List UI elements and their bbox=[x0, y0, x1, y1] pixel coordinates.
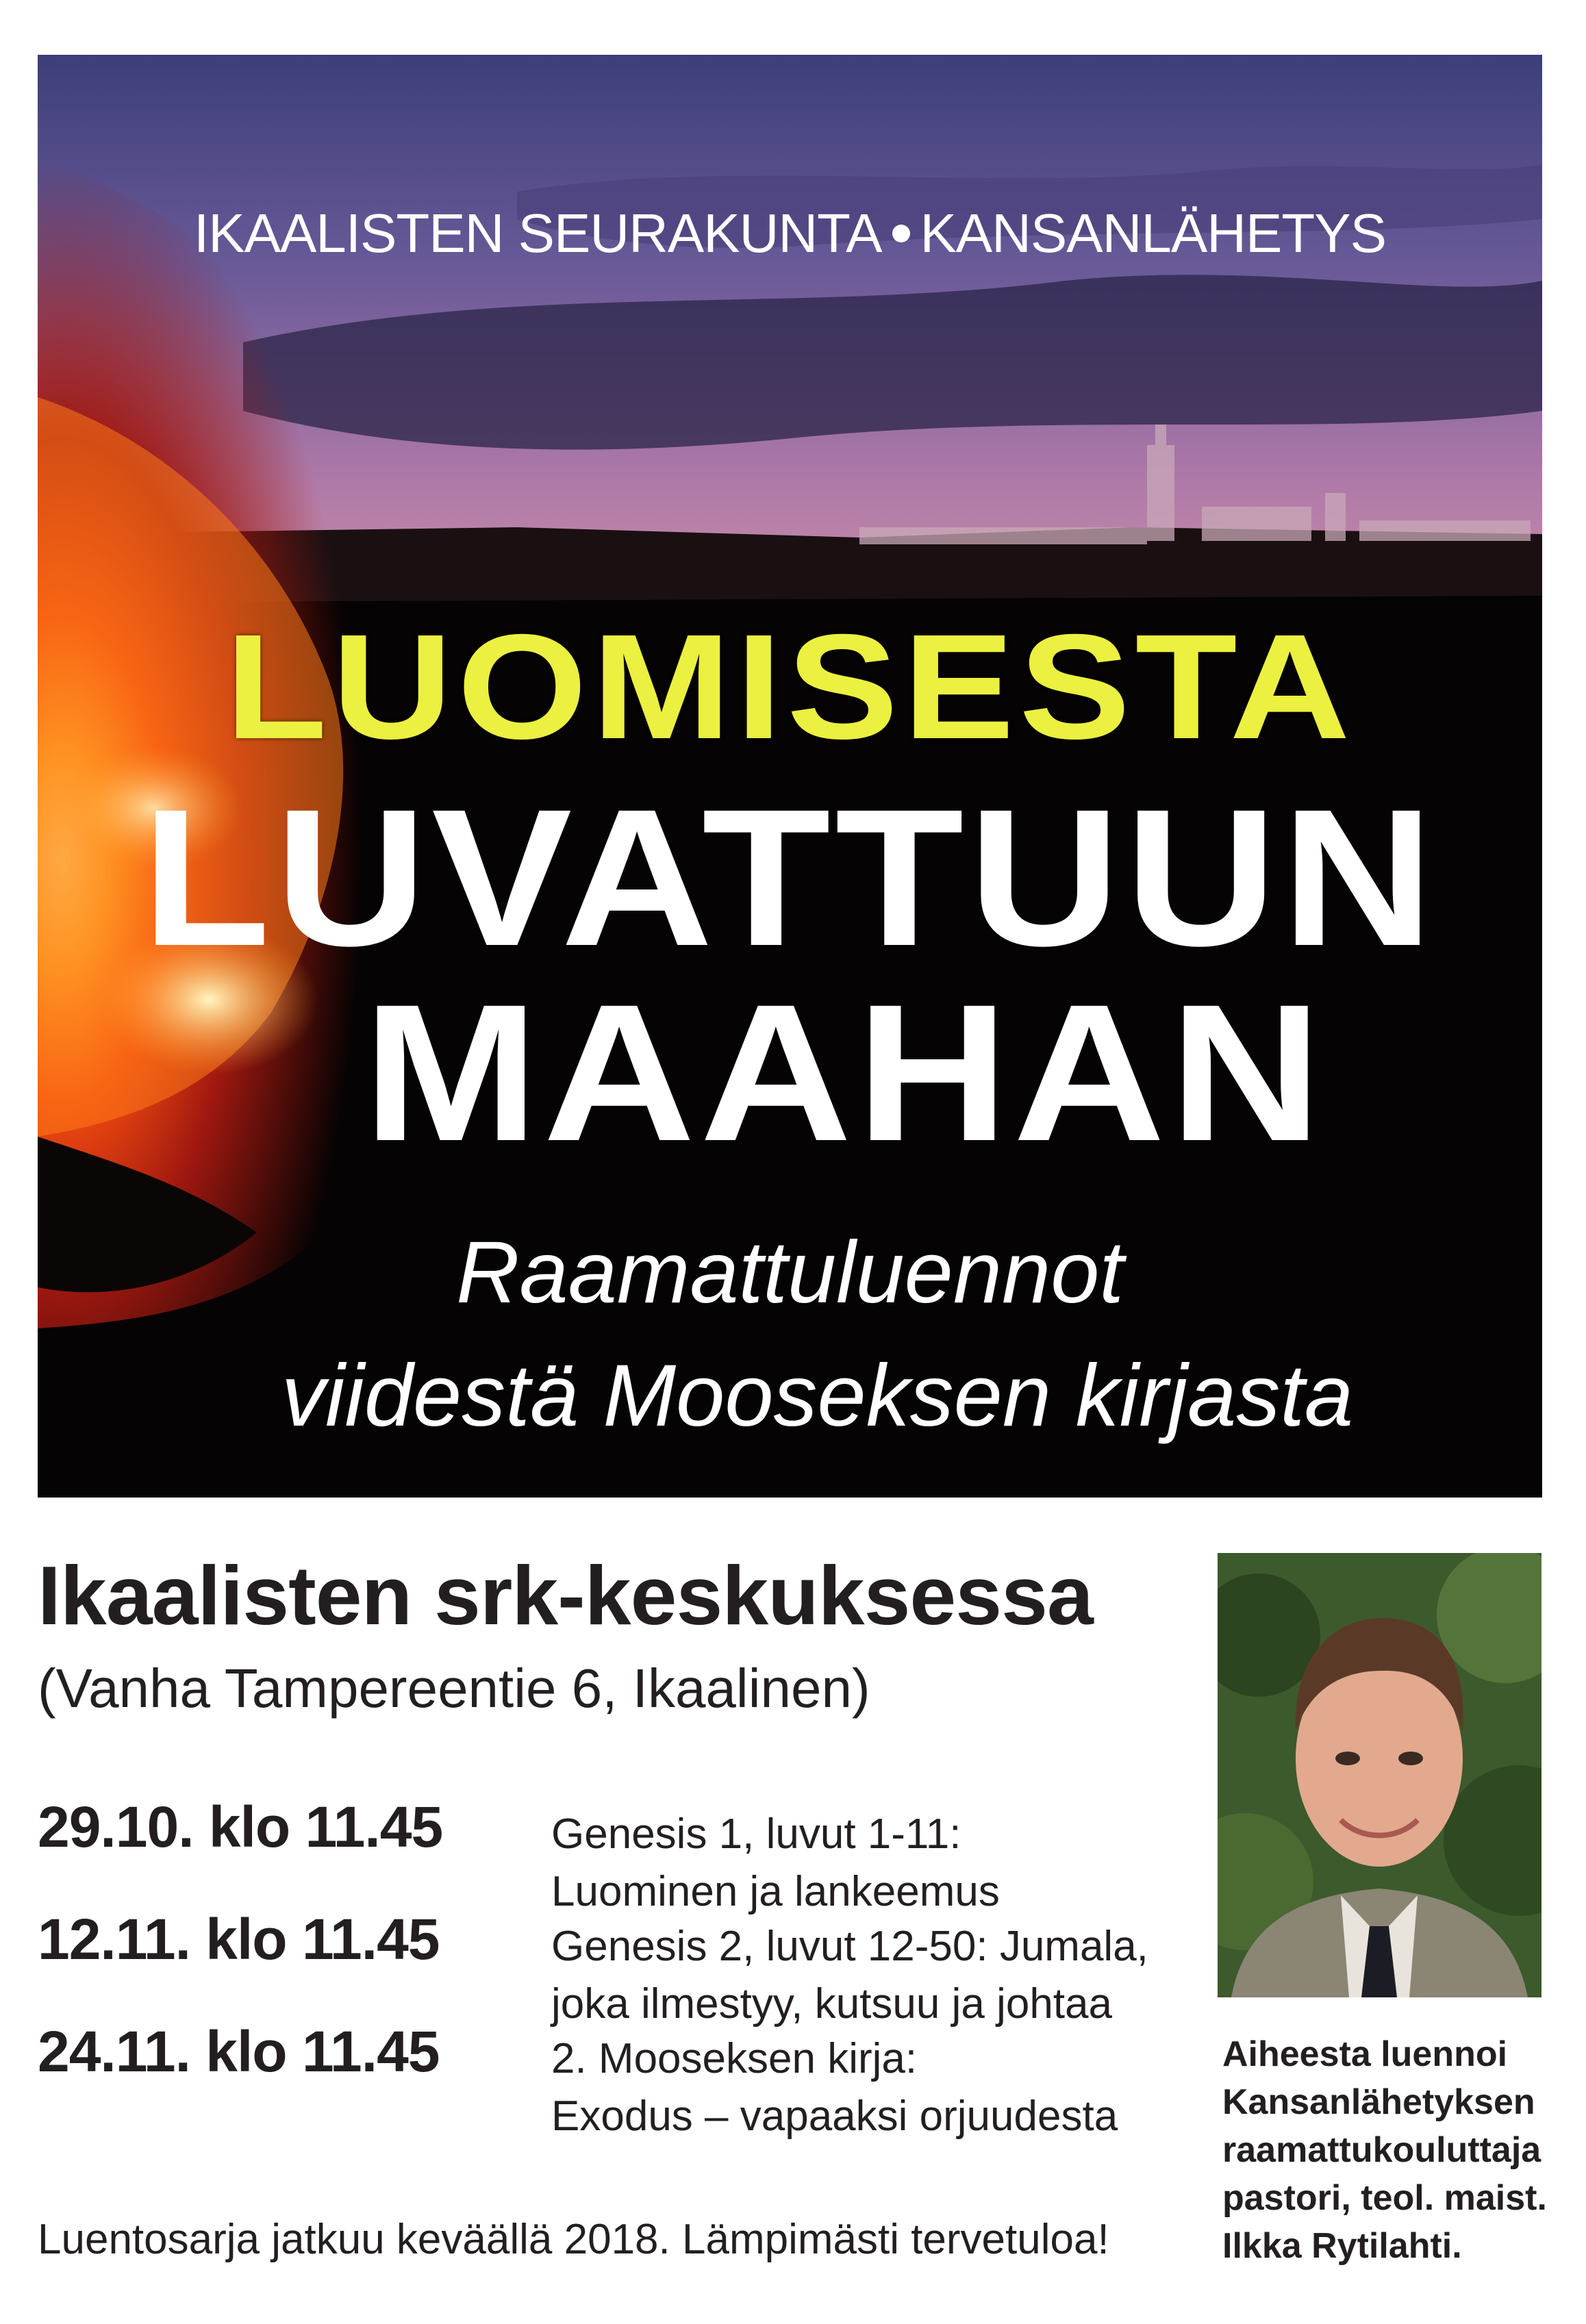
schedule-topic bbox=[551, 1806, 1000, 1921]
footer-note: Luentosarja jatkuu keväällä 2018. Lämpimästi tervetuloa! bbox=[38, 2216, 1109, 2263]
speaker-bio-line: pastori, teol. maist. bbox=[1222, 2178, 1547, 2218]
topic-line: Genesis 2, luvut 12-50: Jumala, bbox=[551, 1923, 1148, 1970]
topic-line: 2. Mooseksen kirja: bbox=[551, 2035, 918, 2082]
title-line-1: LUOMISESTA bbox=[225, 604, 1355, 770]
organizer-mission: KANSANLÄHETYS bbox=[920, 203, 1386, 264]
schedule-date: 24.11. klo 11.45 bbox=[38, 2019, 440, 2084]
topic-line: joka ilmestyy, kutsuu ja johtaa bbox=[551, 1980, 1113, 2028]
venue-name: Ikaalisten srk-keskuksessa bbox=[38, 1549, 1093, 1642]
organizer-parish: IKAALISTEN SEURAKUNTA bbox=[194, 203, 882, 264]
title-line-2: LUVATTUUN bbox=[141, 769, 1439, 987]
schedule-topic bbox=[551, 2030, 1118, 2145]
topic-line: Exodus – vapaaksi orjuudesta bbox=[551, 2093, 1118, 2140]
speaker-bio-line: Aiheesta luennoi bbox=[1222, 2034, 1508, 2074]
speaker-bio-line: Kansanlähetyksen bbox=[1222, 2082, 1535, 2122]
subtitle-line-2: viidestä Mooseksen kirjasta bbox=[281, 1347, 1354, 1445]
speaker-portrait-icon bbox=[1218, 1553, 1541, 1997]
speaker-bio-line: raamattukouluttaja bbox=[1222, 2130, 1541, 2170]
venue-address: (Vanha Tampereentie 6, Ikaalinen) bbox=[38, 1658, 870, 1719]
schedule-date: 12.11. klo 11.45 bbox=[38, 1907, 440, 1971]
title-line-3: MAAHAN bbox=[363, 964, 1326, 1182]
schedule-date: 29.10. klo 11.45 bbox=[38, 1795, 443, 1859]
subtitle-line-1: Raamattuluennot bbox=[456, 1224, 1124, 1322]
speaker-bio-line: Ilkka Rytilahti. bbox=[1222, 2226, 1462, 2266]
topic-line: Luominen ja lankeemus bbox=[551, 1868, 1000, 1915]
speaker-photo bbox=[1218, 1553, 1541, 1997]
bullet-separator bbox=[892, 225, 910, 242]
event-banner bbox=[38, 55, 1542, 1498]
speaker-bio bbox=[1222, 2030, 1547, 2270]
topic-line: Genesis 1, luvut 1-11: bbox=[551, 1810, 961, 1858]
schedule-topic bbox=[551, 1918, 1148, 2033]
organizers bbox=[38, 202, 1542, 265]
